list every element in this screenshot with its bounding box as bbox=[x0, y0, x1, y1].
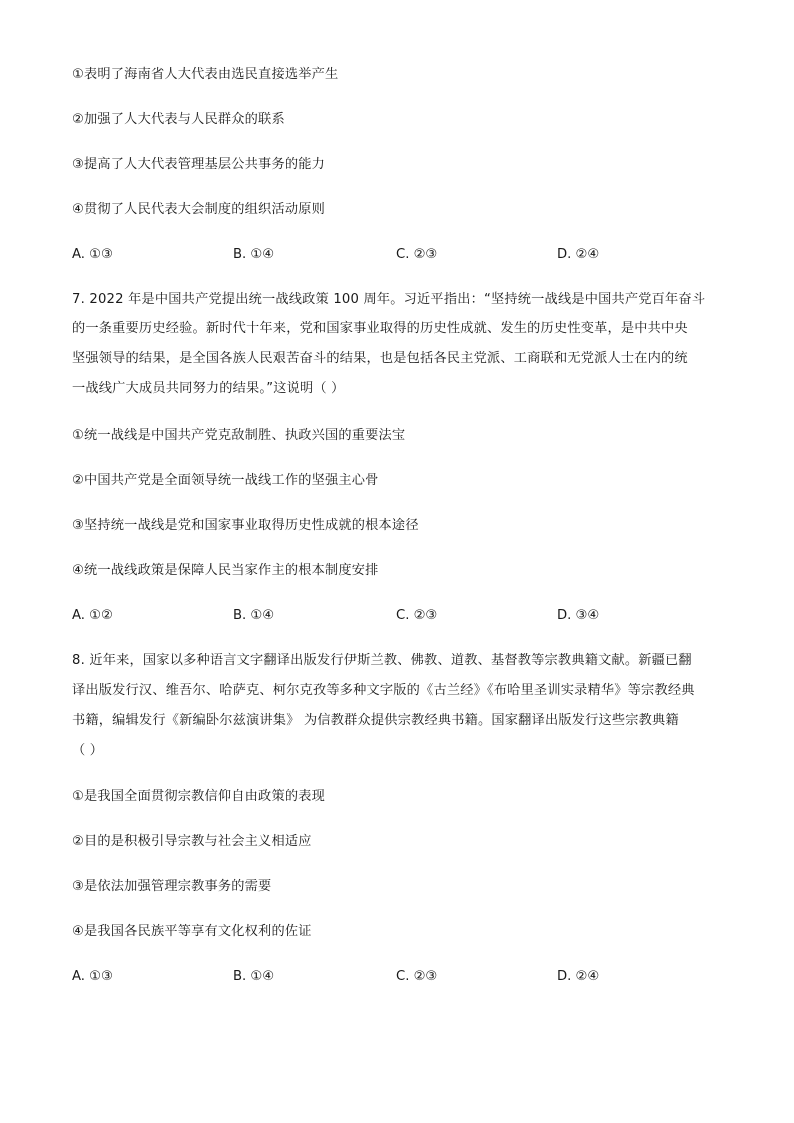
option-c: C. ②③ bbox=[396, 247, 438, 262]
question-7-line-1: 7. 2022 年是中国共产党提出统一战线政策 100 周年。习近平指出：“坚持统一战线是中国共产党百年奋斗 bbox=[72, 292, 706, 307]
q7-statement-3: ③坚持统一战线是党和国家事业取得历史性成就的根本途径 bbox=[72, 518, 419, 533]
statement-2: ②加强了人大代表与人民群众的联系 bbox=[72, 112, 285, 127]
q8-statement-4: ④是我国各民族平等享有文化权利的佐证 bbox=[72, 924, 312, 939]
q8-option-d: D. ②④ bbox=[557, 969, 600, 984]
q7-statement-2: ②中国共产党是全面领导统一战线工作的坚强主心骨 bbox=[72, 473, 379, 488]
q8-statement-1: ①是我国全面贯彻宗教信仰自由政策的表现 bbox=[72, 789, 325, 804]
q7-statement-4: ④统一战线政策是保障人民当家作主的根本制度安排 bbox=[72, 563, 379, 578]
question-7-line-2: 的一条重要历史经验。新时代十年来，党和国家事业取得的历史性成就、发生的历史性变革，是中共中央 bbox=[72, 321, 688, 336]
question-7-line-3: 坚强领导的结果，是全国各族人民艰苦奋斗的结果，也是包括各民主党派、工商联和无党派人士在内的统 bbox=[72, 351, 688, 366]
q8-option-c: C. ②③ bbox=[396, 969, 438, 984]
statement-1: ①表明了海南省人大代表由选民直接选举产生 bbox=[72, 67, 339, 82]
q8-option-a: A. ①③ bbox=[72, 969, 113, 984]
statement-4: ④贯彻了人民代表大会制度的组织活动原则 bbox=[72, 202, 325, 217]
question-7-line-4: 一战线广大成员共同努力的结果。”这说明（ ） bbox=[72, 381, 345, 396]
q8-statement-3: ③是依法加强管理宗教事务的需要 bbox=[72, 879, 272, 894]
q7-statement-1: ①统一战线是中国共产党克敌制胜、执政兴国的重要法宝 bbox=[72, 428, 406, 443]
option-a: A. ①③ bbox=[72, 247, 113, 262]
q7-option-c: C. ②③ bbox=[396, 608, 438, 623]
q8-option-b: B. ①④ bbox=[233, 969, 275, 984]
q8-statement-2: ②目的是积极引导宗教与社会主义相适应 bbox=[72, 834, 312, 849]
q7-option-b: B. ①④ bbox=[233, 608, 275, 623]
question-8-line-1: 8. 近年来，国家以多种语言文字翻译出版发行伊斯兰教、佛教、道教、基督教等宗教典籍文献。新疆已翻 bbox=[72, 653, 692, 668]
option-b: B. ①④ bbox=[233, 247, 275, 262]
question-8-line-3: 书籍，编辑发行《新编卧尔兹演讲集》 为信教群众提供宗教经典书籍。国家翻译出版发行这些宗教典籍 bbox=[72, 713, 679, 728]
q7-option-d: D. ③④ bbox=[557, 608, 600, 623]
statement-3: ③提高了人大代表管理基层公共事务的能力 bbox=[72, 157, 325, 172]
option-d: D. ②④ bbox=[557, 247, 600, 262]
question-8-line-2: 译出版发行汉、维吾尔、哈萨克、柯尔克孜等多种文字版的《古兰经》《布哈里圣训实录精华》等宗教经典 bbox=[72, 683, 695, 698]
q7-option-a: A. ①② bbox=[72, 608, 113, 623]
question-8-line-4: （ ） bbox=[72, 743, 104, 758]
